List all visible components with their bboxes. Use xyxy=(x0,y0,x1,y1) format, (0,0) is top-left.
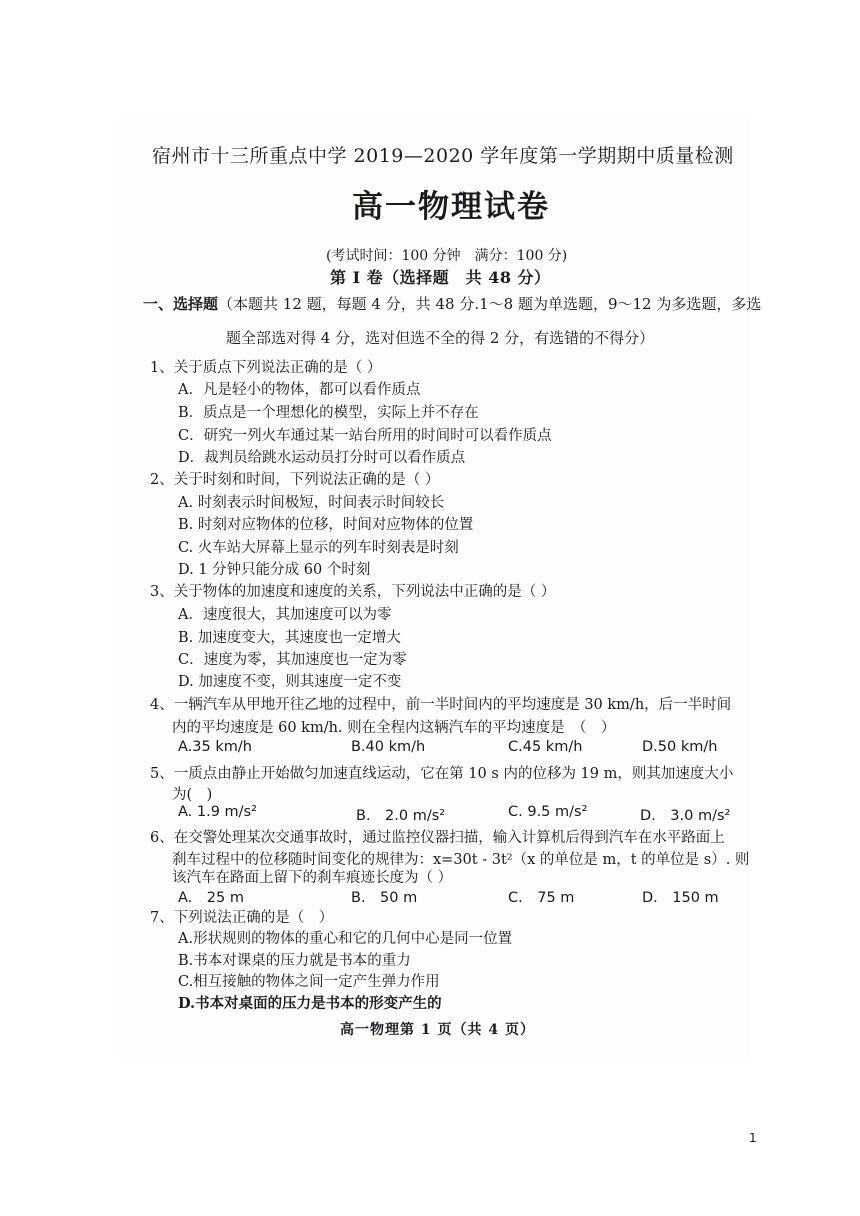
section-label: 一、选择题 xyxy=(143,295,219,313)
question-4-option-a: A.35 km/h xyxy=(178,739,252,755)
question-2-option-c: C. 火车站大屏幕上显示的列车时刻表是时刻 xyxy=(178,540,459,556)
question-3-stem: 3、关于物体的加速度和速度的关系，下列说法中正确的是（ ） xyxy=(150,584,556,600)
question-7-option-a: A.形状规则的物体的重心和它的几何中心是同一位置 xyxy=(178,931,513,947)
part-one-heading: 第 I 卷（选择题 共 48 分） xyxy=(330,268,551,287)
question-7-option-d: D.书本对桌面的压力是书本的形变产生的 xyxy=(178,995,442,1012)
section-instructions-line1 xyxy=(143,293,761,314)
exam-title: 高一物理试卷 xyxy=(352,189,550,225)
question-7-option-b: B.书本对课桌的压力就是书本的重力 xyxy=(178,953,411,969)
question-1-stem: 1、关于质点下列说法正确的是（ ） xyxy=(150,360,382,376)
question-5-option-d: D. 3.0 m/s² xyxy=(640,808,731,824)
section-text-line1: （本题共 12 题，每题 4 分，共 48 分.1～8 题为单选题，9～12 为多选题，多选 xyxy=(218,295,762,313)
question-6-option-a: A. 25 m xyxy=(178,890,244,906)
question-4-option-c: C.45 km/h xyxy=(508,739,583,755)
question-6-stem-line3: 该汽车在路面上留下的刹车痕迹长度为（ ） xyxy=(172,870,453,886)
question-1-option-d: D．裁判员给跳水运动员打分时可以看作质点 xyxy=(178,450,466,466)
question-4-option-d: D.50 km/h xyxy=(642,739,718,755)
page-footer: 高一物理第 1 页（共 4 页） xyxy=(340,1022,535,1038)
question-1-option-c: C．研究一列火车通过某一站台所用的时间时可以看作质点 xyxy=(178,428,552,444)
page-number: 1 xyxy=(749,1131,757,1145)
question-3-option-c: C．速度为零，其加速度也一定为零 xyxy=(178,652,407,668)
question-3-option-b: B. 加速度变大，其速度也一定增大 xyxy=(178,630,401,646)
question-6-option-b: B. 50 m xyxy=(351,890,418,906)
question-5-option-a: A. 1.9 m/s² xyxy=(178,804,257,820)
question-6-option-c: C. 75 m xyxy=(508,890,575,906)
question-4-option-b: B.40 km/h xyxy=(351,739,426,755)
question-5-option-c: C. 9.5 m/s² xyxy=(508,804,588,820)
exam-time-score-info: (考试时间：100 分钟 满分：100 分) xyxy=(326,248,568,264)
question-7-option-c: C.相互接触的物体之间一定产生弹力作用 xyxy=(178,974,440,990)
question-7-stem: 7、下列说法正确的是（ ） xyxy=(150,910,334,926)
question-5-option-b: B. 2.0 m/s² xyxy=(356,808,446,824)
question-2-stem: 2、关于时刻和时间，下列说法正确的是（ ） xyxy=(150,472,440,488)
school-exam-line: 宿州市十三所重点中学 2019—2020 学年度第一学期期中质量检测 xyxy=(152,145,734,167)
question-2-option-d: D. 1 分钟只能分成 60 个时刻 xyxy=(178,562,371,578)
question-6-stem-line2: 刹车过程中的位移随时间变化的规律为：x=30t - 3t²（x 的单位是 m，t 的单位是 s）. 则 xyxy=(172,852,750,868)
question-4-stem-line1: 4、一辆汽车从甲地开往乙地的过程中，前一半时间内的平均速度是 30 km/h，后一半时间 xyxy=(150,697,732,713)
question-3-option-d: D. 加速度不变，则其速度一定不变 xyxy=(178,674,402,690)
question-1-option-b: B．质点是一个理想化的模型，实际上并不存在 xyxy=(178,405,479,421)
question-6-option-d: D. 150 m xyxy=(642,890,719,906)
question-5-stem-line2: 为( ) xyxy=(172,787,213,803)
question-2-option-b: B. 时刻对应物体的位移，时间对应物体的位置 xyxy=(178,517,474,533)
question-5-stem-line1: 5、一质点由静止开始做匀加速直线运动，它在第 10 s 内的位移为 19 m，则其加速度大小 xyxy=(150,766,734,782)
question-6-stem-line1: 6、在交警处理某次交通事故时，通过监控仪器扫描，输入计算机后得到汽车在水平路面上 xyxy=(150,830,725,846)
question-4-stem-line2: 内的平均速度是 60 km/h. 则在全程内这辆汽车的平均速度是 （ ） xyxy=(172,720,616,736)
section-instructions-line2: 题全部选对得 4 分，选对但选不全的得 2 分，有选错的不得分） xyxy=(226,329,655,347)
question-1-option-a: A．凡是轻小的物体，都可以看作质点 xyxy=(178,382,421,398)
question-3-option-a: A．速度很大，其加速度可以为零 xyxy=(178,607,392,623)
question-2-option-a: A. 时刻表示时间极短，时间表示时间较长 xyxy=(178,495,445,511)
